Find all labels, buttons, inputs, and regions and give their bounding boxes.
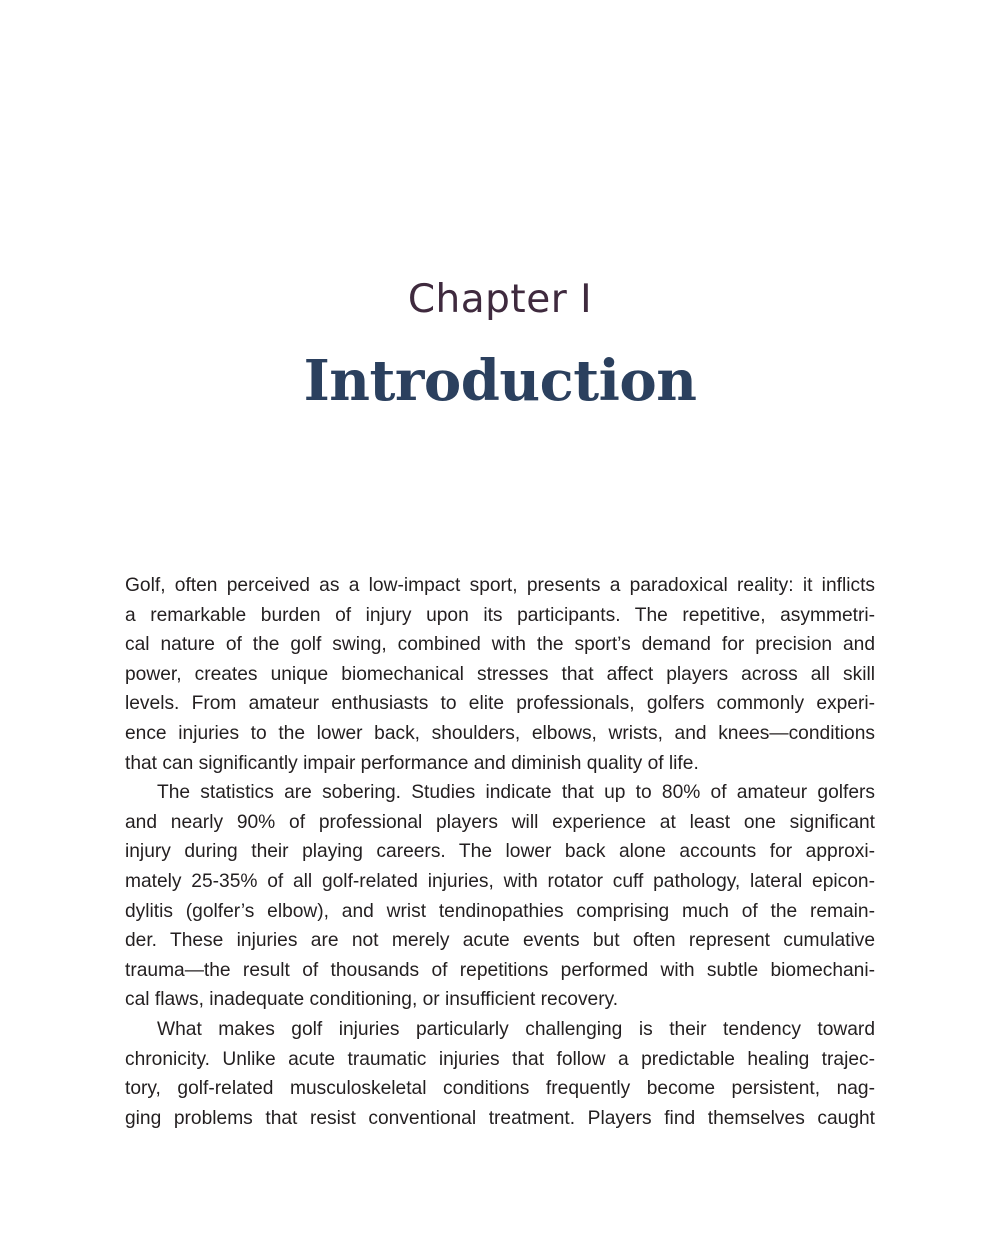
text-line: dylitis (golfer’s elbow), and wrist tendinopathies comprising much of the remain- (125, 900, 875, 922)
text-line: levels. From amateur enthusiasts to elite professionals, golfers commonly experi- (125, 693, 875, 715)
text-line: Golf, often perceived as a low-impact sport, presents a paradoxical reality: it inflicts (125, 575, 875, 596)
text-line: trauma—the result of thousands of repetitions performed with subtle biomechani- (125, 959, 875, 981)
text-line: injury during their playing careers. The lower back alone accounts for approxi- (125, 841, 875, 863)
paragraph (125, 778, 875, 1015)
text-line: cal flaws, inadequate conditioning, or insufficient recovery. (125, 989, 619, 1011)
text-line: that can significantly impair performance and diminish quality of life. (125, 752, 699, 774)
paragraph (125, 571, 875, 778)
text-line: and nearly 90% of professional players will experience at least one significant (125, 811, 875, 833)
text-line: ence injuries to the lower back, shoulders, elbows, wrists, and knees—conditions (125, 722, 875, 744)
text-line: cal nature of the golf swing, combined with the sport’s demand for precision and (125, 634, 875, 656)
text-line: a remarkable burden of injury upon its participants. The repetitive, asymmetri- (125, 604, 875, 626)
text-line: What makes golf injuries particularly challenging is their tendency toward (157, 1018, 875, 1040)
chapter-label: Chapter I (407, 277, 593, 322)
paragraph (125, 1015, 875, 1133)
chapter-title: Introduction (303, 348, 697, 414)
text-line: chronicity. Unlike acute traumatic injuries that follow a predictable healing trajec- (125, 1048, 875, 1070)
text-line: power, creates unique biomechanical stresses that affect players across all skill (125, 663, 875, 685)
chapter-body (125, 571, 875, 1133)
text-line: ging problems that resist conventional treatment. Players find themselves caught (125, 1107, 875, 1129)
text-line: The statistics are sobering. Studies indicate that up to 80% of amateur golfers (157, 782, 875, 804)
text-line: der. These injuries are not merely acute events but often represent cumulative (125, 930, 875, 952)
text-line: mately 25-35% of all golf-related injuries, with rotator cuff pathology, lateral epicon- (125, 870, 875, 892)
text-line: tory, golf-related musculoskeletal conditions frequently become persistent, nag- (125, 1078, 875, 1100)
